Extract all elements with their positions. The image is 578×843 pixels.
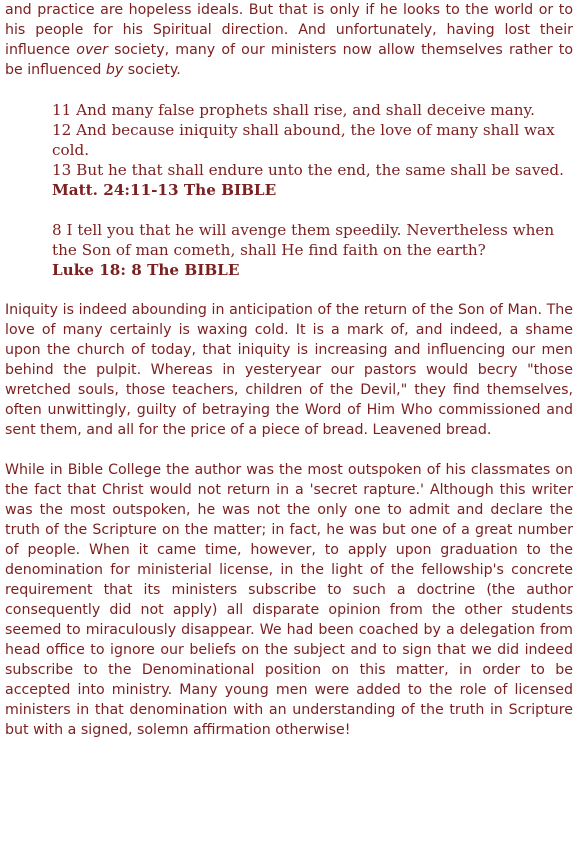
verse-luke-8: 8 I tell you that he will avenge them speedily. Nevertheless when the Son of man cometh, shall He find faith on the earth? xyxy=(52,221,555,259)
paragraph-bible-college: While in Bible College the author was the most outspoken of his classmates on the fact that Christ would not return in a 'secret rapture.' Although this writer was the most outspoken, he was not the only one to admit and declare the truth of the Scripture on the matter; in fact, he was but one of a great number of people. When it came time, however, to apply upon graduation to the denomination for ministerial license, in the light of the fellowship's concrete requirement that its ministers subscribe to such a doctrine (the author consequently did not apply) all disparate opinion from the other students seemed to miraculously disappear. We had been coached by a delegation from head office to ignore our beliefs on the subject and to sign that we did indeed subscribe to the Denominational position on this matter, in order to be accepted into ministry. Many young men were added to the role of licensed ministers in that denomination with an understanding of the truth in Scripture but with a signed, solemn affirmation otherwise! xyxy=(5,462,573,738)
spacer xyxy=(5,280,573,300)
document-page xyxy=(5,0,573,740)
reference-matthew: Matt. 24:11-13 The BIBLE xyxy=(52,181,277,199)
spacer xyxy=(5,440,573,460)
paragraph-intro-text-a: and practice are hopeless ideals. But that is only if he looks to the world or to his people for his Spiritual direction. And unfortunately, having lost their influence xyxy=(5,2,573,58)
quote-gap xyxy=(52,200,567,220)
emphasis-by: by xyxy=(105,62,124,78)
reference-luke: Luke 18: 8 The BIBLE xyxy=(52,261,240,279)
paragraph-intro-text-c: society. xyxy=(123,62,181,78)
paragraph-iniquity: Iniquity is indeed abounding in anticipation of the return of the Son of Man. The love of many certainly is waxing cold. It is a mark of, and indeed, a shame upon the church of today, that iniquity is increasing and influencing our men behind the pulpit. Whereas in yesteryear our pastors would becry "those wretched souls, those teachers, children of the Devil," they find themselves, often unwittingly, guilty of betraying the Word of Him Who commissioned and sent them, and all for the price of a piece of bread. Leavened bread. xyxy=(5,302,573,438)
scripture-quote-block xyxy=(52,100,567,280)
verse-matt-13: 13 But he that shall endure unto the end, the same shall be saved. xyxy=(52,161,564,179)
emphasis-over: over xyxy=(76,42,108,58)
paragraph-intro-text-b: society, many of our ministers now allow themselves rather to be influenced xyxy=(5,42,573,78)
paragraph-intro xyxy=(5,0,573,80)
verse-matt-12: 12 And because iniquity shall abound, the love of many shall wax cold. xyxy=(52,121,555,159)
verse-matt-11: 11 And many false prophets shall rise, and shall deceive many. xyxy=(52,101,535,119)
